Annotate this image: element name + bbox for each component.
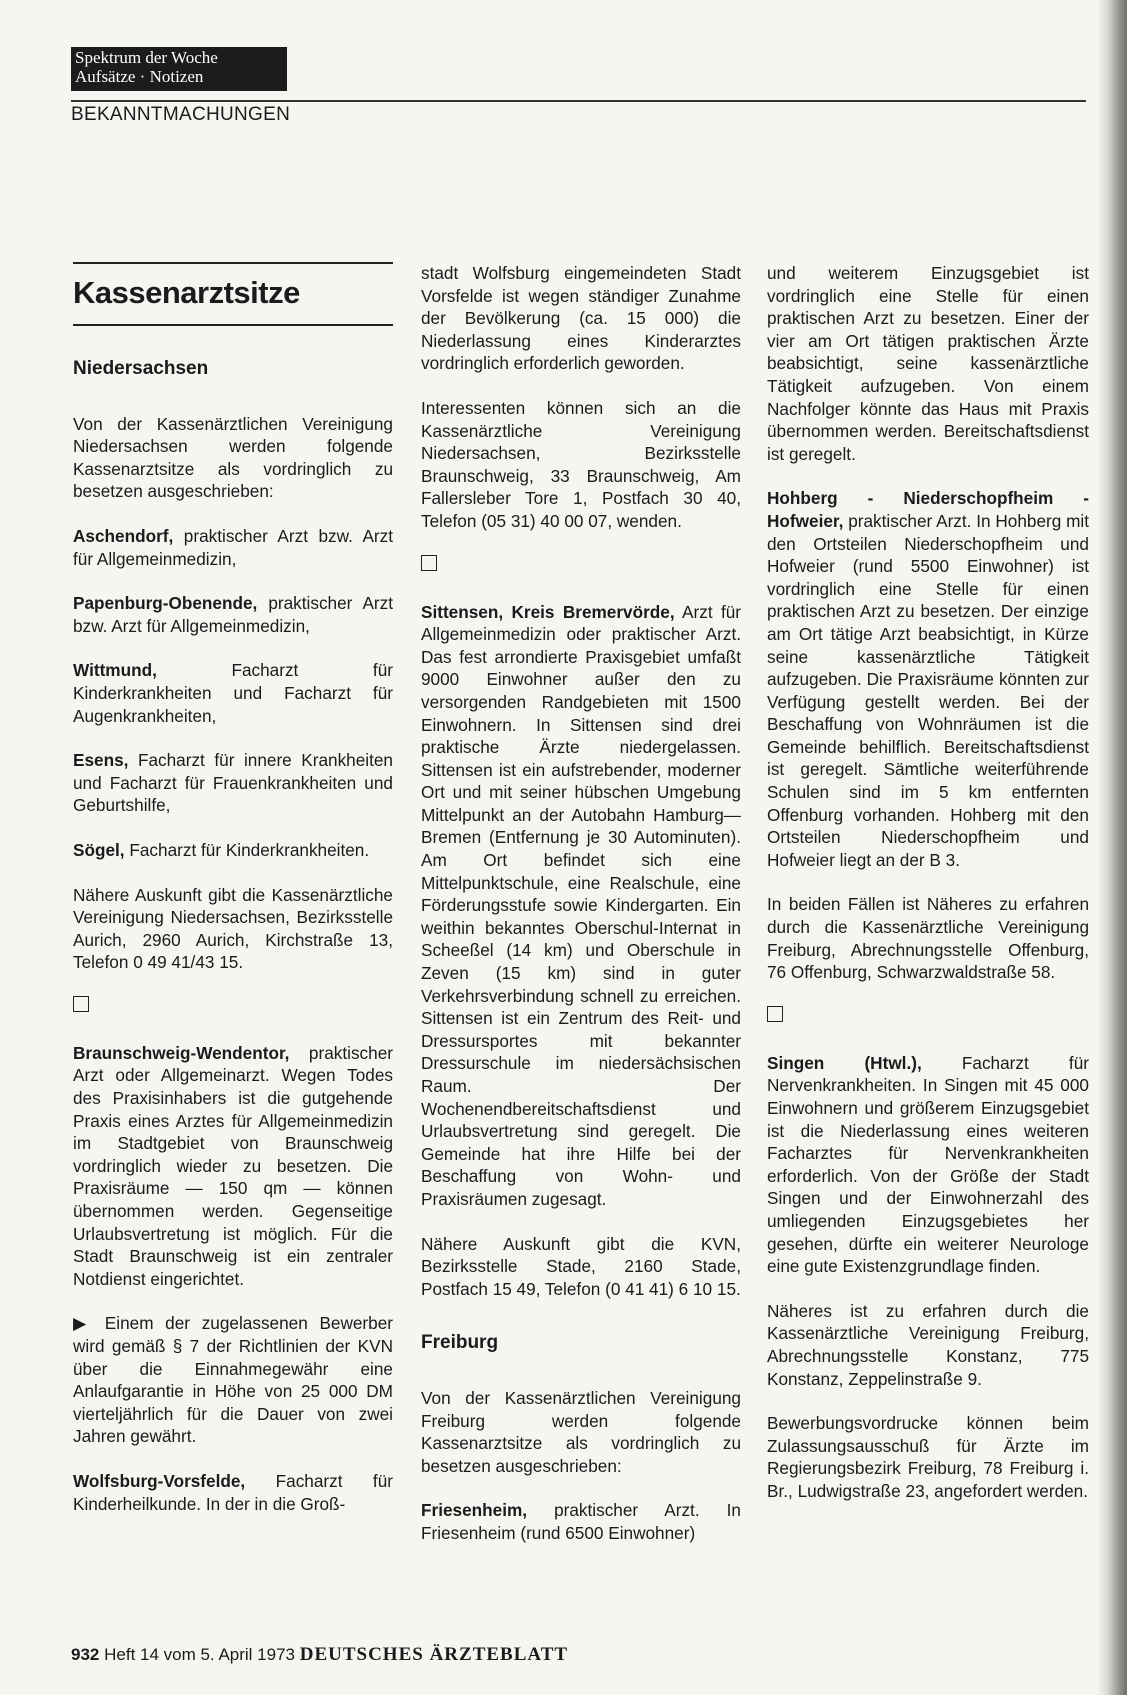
- friesenheim-continued: und weiterem Einzugsgebiet ist vordringlich eine Stelle für einen praktischen Arzt zu besetzen. Einer der vier am Ort tätigen praktischen Ärzte beabsichtigt, seine kassenärztliche Tätigkeit aufzugeben. Von einem Nachfolger könnte das Haus mit Praxis übernommen werden. Bereitschaftsdienst ist geregelt.: [767, 263, 1089, 464]
- entry-papenburg: Papenburg-Obenende, praktischer Arzt bzw. Arzt für Allgemeinmedizin,: [73, 593, 393, 636]
- column-3: [767, 262, 1089, 1525]
- info-paragraph-konstanz: Näheres ist zu erfahren durch die Kassenärztliche Vereinigung Freiburg, Abrechnungsstelle Konstanz, 775 Konstanz, Zeppelinstraße 9.: [767, 1300, 1089, 1389]
- page-number: 932: [71, 1645, 100, 1664]
- rubric-heading: BEKANNTMACHUNGEN: [71, 104, 291, 125]
- column-2: [421, 262, 741, 1567]
- entry-friesenheim: Friesenheim, praktischer Arzt. In Friesenheim (rund 6500 Einwohner): [421, 1500, 741, 1543]
- page-footer: [71, 1644, 568, 1666]
- separator-box-icon: [421, 555, 437, 571]
- intro-paragraph-freiburg: Von der Kassenärztlichen Vereinigung Freiburg werden folgende Kassenarztsitze als vordringlich zu besetzen ausgeschrieben:: [421, 1387, 741, 1476]
- column-1: [73, 262, 393, 1537]
- issue-info: Heft 14 vom 5. April 1973: [104, 1645, 295, 1664]
- magazine-name: DEUTSCHES ÄRZTEBLATT: [299, 1644, 569, 1665]
- section-label: [71, 47, 287, 91]
- info-paragraph-aurich: Nähere Auskunft gibt die Kassenärztliche Vereinigung Niedersachsen, Bezirksstelle Aurich, 2960 Aurich, Kirchstraße 13, Telefon 0 49 41/43 15.: [73, 884, 393, 973]
- entry-braunschweig: Braunschweig-Wendentor, praktischer Arzt oder Allgemeinarzt. Wegen Todes des Praxisinhabers ist die gutgehende Praxis eines Arztes für Allgemeinmedizin im Stadtgebiet von Braunschweig vordringlich wieder zu besetzen. Die Praxisräume — 150 qm — können übernommen werden. Gegenseitige Urlaubsvertretung ist möglich. Für die Stadt Braunschweig ist ein zentraler Notdienst eingerichtet.: [73, 1042, 393, 1289]
- interest-paragraph: Interessenten können sich an die Kassenärztliche Vereinigung Niedersachsen, Bezirksstelle Braunschweig, 33 Braunschweig, Am Fallersleber Tore 1, Postfach 30 40, Telefon (05 31) 40 00 07, wenden.: [421, 397, 741, 531]
- entry-hohberg: Hohberg - Niederschopfheim - Hofweier, praktischer Arzt. In Hohberg mit den Ortsteilen Niederschopfheim und Hofweier (rund 5500 Einwohner) ist vordringlich eine Stelle für einen praktischen Arzt zu besetzen. Der einzige am Ort tätige Arzt beabsichtigt, in Kürze seine kassenärztliche Tätigkeit aufzugeben. Die Praxisräume könnten zur Verfügung gestellt werden. Bei der Beschaffung von Wohnräumen ist die Gemeinde behilflich. Bereitschaftsdienst ist geregelt. Sämtliche weiterführende Schulen sind im 5 km entfernten Offenburg vorhanden. Hohberg mit den Ortsteilen Niederschopfheim und Hofweier liegt an der B 3.: [767, 488, 1089, 870]
- separator-box-icon: [767, 1006, 783, 1022]
- forms-paragraph: Bewerbungsvordrucke können beim Zulassungsausschuß für Ärzte im Regierungsbezirk Freiburg, 78 Freiburg i. Br., Ludwigstraße 23, angefordert werden.: [767, 1413, 1089, 1501]
- entry-esens: Esens, Facharzt für innere Krankheiten und Facharzt für Frauenkrankheiten und Geburtshilfe,: [73, 750, 393, 816]
- info-paragraph-stade: Nähere Auskunft gibt die KVN, Bezirksstelle Stade, 2160 Stade, Postfach 15 49, Telefon (0 41 41) 6 10 15.: [421, 1233, 741, 1299]
- title-block: [73, 262, 393, 326]
- section-label-line2: Aufsätze · Notizen: [75, 67, 204, 86]
- info-paragraph-offenburg: In beiden Fällen ist Näheres zu erfahren durch die Kassenärztliche Vereinigung Freiburg, Abrechnungsstelle Offenburg, 76 Offenburg, Schwarzwaldstraße 58.: [767, 894, 1089, 983]
- entry-wolfsburg: Wolfsburg-Vorsfelde, Facharzt für Kinderheilkunde. In der in die Groß-: [73, 1470, 393, 1514]
- section-label-line1: Spektrum der Woche: [75, 48, 218, 67]
- entry-soegel: Sögel, Facharzt für Kinderkrankheiten.: [73, 839, 370, 860]
- region-heading-freiburg: Freiburg: [421, 1332, 499, 1354]
- region-heading-niedersachsen: Niedersachsen: [73, 358, 209, 379]
- entry-sittensen: Sittensen, Kreis Bremervörde, Arzt für Allgemeinmedizin oder praktischer Arzt. Das fest arrondierte Praxisgebiet umfaßt 9000 Einwohner außer den zu versorgenden Randgebieten mit 1500 Einwohnern. In Sittensen sind drei praktische Ärzte niedergelassen. Sittensen ist ein aufstrebender, moderner Ort und mit seiner hübschen Umgebung Mittelpunkt an der Autobahn Hamburg—Bremen (Entfernung je 30 Autominuten). Am Ort befindet sich eine Mittelpunktschule, eine Realschule, eine Förderungsstufe sowie Kindergarten. Ein weithin bekanntes Oberschul-Internat in Scheeßel (14 km) und Oberschule in Zeven (15 km) sind in guter Verkehrsverbindung schnell zu erreichen. Sittensen ist ein Zentrum des Reit- und Dressursportes mit bekannter Dressurschule im niedersächsischen Raum. Der Wochenendbereitschaftsdienst und Urlaubsvertretung sind geregelt. Die Gemeinde hat ihre Hilfe bei der Beschaffung von Wohn- und Praxisräumen zugesagt.: [421, 601, 742, 1209]
- arrow-icon: ▶: [73, 1313, 105, 1334]
- guarantee-paragraph: ▶ Einem der zugelassenen Bewerber wird gemäß § 7 der Richtlinien der KVN über die Einnahmegewähr eine Anlaufgarantie in Höhe von 25 000 DM vierteljährlich für die Dauer von zwei Jahren gewährt.: [73, 1313, 394, 1447]
- scan-page-edge: [1097, 0, 1127, 1695]
- separator-box-icon: [73, 996, 89, 1012]
- wolfsburg-continued: stadt Wolfsburg eingemeindeten Stadt Vorsfelde ist wegen ständiger Zunahme der Bevölkerung (ca. 15 000) die Niederlassung eines Kinderarztes vordringlich erforderlich geworden.: [421, 263, 741, 374]
- entry-singen: Singen (Htwl.), Facharzt für Nervenkrankheiten. In Singen mit 45 000 Einwohnern und größerem Einzugsgebiet ist die Niederlassung eines weiteren Facharztes für Nervenkrankheiten erforderlich. Von der Größe der Stadt Singen und der Einwohnerzahl des umliegenden Einzugsgebietes her gesehen, dürfte ein weiterer Neurologe eine gute Existenzgrundlage finden.: [767, 1052, 1089, 1277]
- entry-aschendorf: Aschendorf, praktischer Arzt bzw. Arzt für Allgemeinmedizin,: [73, 525, 393, 569]
- entry-wittmund: Wittmund, Facharzt für Kinderkrankheiten und Facharzt für Augenkrankheiten,: [73, 660, 393, 726]
- page-title: Kassenarztsitze: [73, 275, 300, 310]
- intro-paragraph: Von der Kassenärztlichen Vereinigung Niedersachsen werden folgende Kassenarztsitze als vordringlich zu besetzen ausgeschrieben:: [73, 413, 393, 502]
